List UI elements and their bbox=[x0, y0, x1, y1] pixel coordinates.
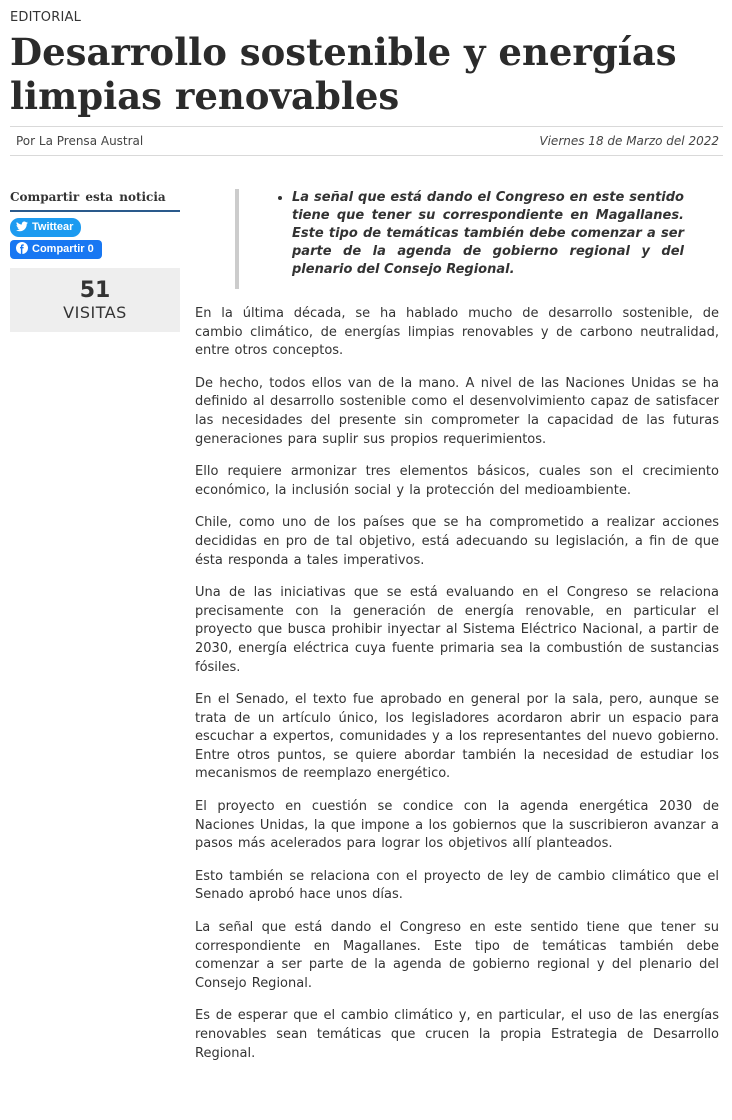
twitter-share-label: Twittear bbox=[32, 221, 74, 233]
article-paragraph: El proyecto en cuestión se condice con la agenda energética 2030 de Naciones Unidas, la que impone a los gobiernos que la suscribieron avanzar a pasos más acelerados para lograr los objetivos allí planteados. bbox=[195, 799, 719, 852]
article-meta bbox=[10, 126, 723, 156]
highlight-text: • La señal que está dando el Congreso en este sentido tiene que tener su correspondiente en Magallanes. Este tipo de temáticas también debe comenzar a ser parte de la agenda de gobierno regional y del plenario del Consejo Regional. bbox=[292, 189, 684, 279]
author-byline: Por La Prensa Austral bbox=[16, 134, 144, 148]
article-paragraph: La señal que está dando el Congreso en este sentido tiene que tener su correspondiente en Magallanes. Este tipo de temáticas también debe comenzar a ser parte de la agenda de gobierno regional y del plenario del Consejo Regional. bbox=[195, 920, 719, 991]
article-paragraph: En la última década, se ha hablado mucho de desarrollo sostenible, de cambio climático, de energías limpias renovables y de carbono neutralidad, entre otros conceptos. bbox=[195, 306, 719, 359]
article-paragraph: Ello requiere armonizar tres elementos básicos, cuales son el crecimiento económico, la inclusión social y la protección del medioambiente. bbox=[195, 464, 719, 498]
visits-count: 51 bbox=[79, 278, 111, 303]
article-paragraph: Esto también se relaciona con el proyecto de ley de cambio climático que el Senado aprobó hace unos días. bbox=[195, 868, 719, 903]
section-label[interactable]: EDITORIAL bbox=[10, 10, 82, 25]
article-body bbox=[195, 305, 719, 1077]
article-title: Desarrollo sostenible y energías limpias renovables bbox=[10, 30, 677, 118]
twitter-bird-icon bbox=[16, 221, 28, 232]
facebook-f-icon bbox=[16, 242, 28, 254]
article-paragraph: De hecho, todos ellos van de la mano. A nivel de las Naciones Unidas se ha definido al desarrollo sostenible como el desenvolvimiento capaz de satisfacer las necesidades del presente sin comprometer la capacidad de las futuras generaciones para suplir sus propios requerimientos. bbox=[195, 375, 719, 447]
article-paragraph: Una de las iniciativas que se está evaluando en el Congreso se relaciona precisamente con la generación de energía renovable, en particular el proyecto que busca prohibir inyectar al Sistema Eléctrico Nacional, a partir de 2030, energía eléctrica cuya fuente primaria sea la combustión de sustancias fósiles. bbox=[195, 585, 719, 675]
article-paragraph: Es de esperar que el cambio climático y, en particular, el uso de las energías renovables sean temáticas que crucen la propia Estrategia de Desarrollo Regional. bbox=[195, 1008, 719, 1061]
visits-counter bbox=[10, 268, 180, 332]
article-paragraph: En el Senado, el texto fue aprobado en general por la sala, pero, aunque se trata de un artículo único, los legisladores acordaron abrir un espacio para escuchar a expertos, comunidades y a los representantes del nuevo gobierno. Entre otros puntos, se quiere abordar también la necesidad de estudiar los mecanismos de reemplazo energético. bbox=[195, 692, 719, 782]
publish-date: Viernes 18 de Marzo del 2022 bbox=[539, 134, 719, 148]
visits-label: VISITAS bbox=[63, 303, 127, 322]
share-heading: Compartir esta noticia bbox=[10, 190, 180, 212]
share-sidebar bbox=[10, 190, 180, 332]
twitter-share-button[interactable] bbox=[10, 218, 81, 237]
highlight-quote bbox=[235, 189, 684, 289]
facebook-share-button[interactable] bbox=[10, 240, 102, 259]
facebook-share-label: Compartir 0 bbox=[32, 243, 94, 255]
article-paragraph: Chile, como uno de los países que se ha comprometido a realizar acciones decididas en pro de tal objetivo, está adecuando su legislación, a fin de que ésta responda a tales imperativos. bbox=[195, 515, 719, 568]
